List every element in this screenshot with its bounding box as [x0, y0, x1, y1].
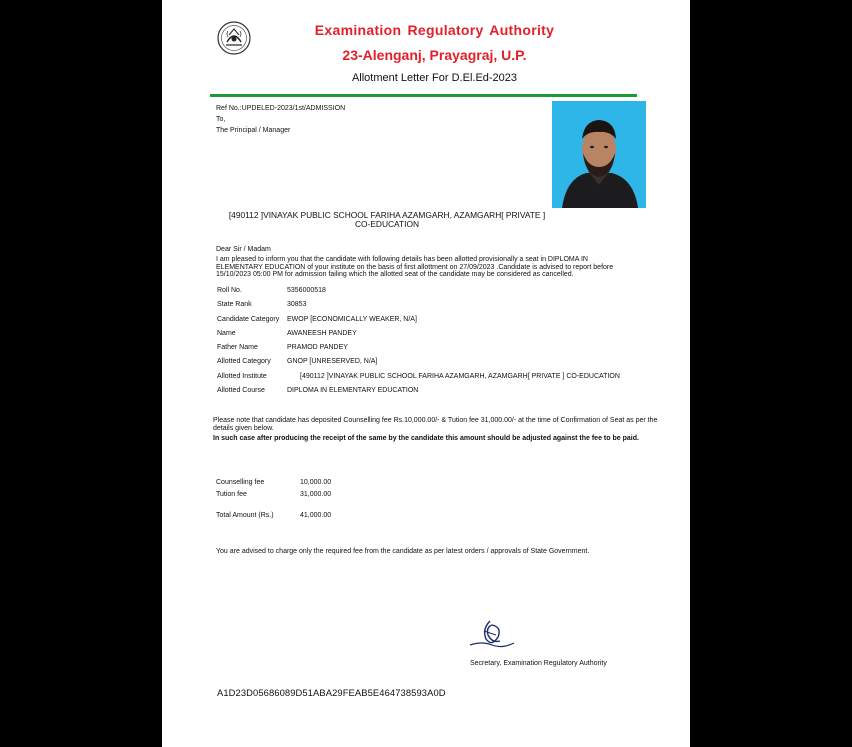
advice-note: You are advised to charge only the required fee from the candidate as per latest orders / approvals of State Government.: [216, 548, 590, 555]
signature-icon: [462, 615, 522, 655]
label-candidate-category: Candidate Category: [217, 316, 280, 323]
label-father-name: Father Name: [217, 344, 258, 351]
verification-code: A1D23D05686089D51ABA29FEAB5E464738593A0D: [217, 687, 446, 698]
label-allotted-category: Allotted Category: [217, 358, 271, 365]
org-name: Examination Regulatory Authority: [314, 22, 555, 38]
label-counselling-fee: Counselling fee: [216, 479, 265, 486]
value-name: AWANEESH PANDEY: [287, 330, 357, 337]
salutation: Dear Sir / Madam: [216, 246, 271, 253]
value-tution-fee: 31,000.00: [300, 491, 332, 498]
label-name: Name: [217, 330, 236, 337]
to-line: To,: [216, 116, 226, 123]
label-state-rank: State Rank: [217, 301, 252, 308]
allotment-letter-page: [162, 0, 690, 747]
header-divider: [210, 94, 637, 97]
value-allotted-course: DIPLOMA IN ELEMENTARY EDUCATION: [287, 387, 419, 394]
value-total-amount: 41,000.00: [300, 512, 332, 519]
value-allotted-institute: [490112 ]VINAYAK PUBLIC SCHOOL FARIHA AZAMGARH, AZAMGARH[ PRIVATE ] CO-EDUCATION: [300, 373, 620, 380]
adjustment-note: In such case after producing the receipt of the same by the candidate this amount should be adjusted against the fee to be paid.: [213, 435, 639, 442]
institute-heading: [490112 ]VINAYAK PUBLIC SCHOOL FARIHA AZAMGARH, AZAMGARH[ PRIVATE ] CO-EDUCATION: [228, 210, 546, 229]
value-candidate-category: EWOP [ECONOMICALLY WEAKER, N/A]: [287, 316, 417, 323]
signatory-title: Secretary, Examination Regulatory Authority: [470, 660, 607, 667]
value-allotted-category: GNOP [UNRESERVED, N/A]: [287, 358, 378, 365]
label-roll-no: Roll No.: [217, 287, 242, 294]
label-total-amount: Total Amount (Rs.): [216, 512, 274, 519]
value-state-rank: 30853: [287, 301, 307, 308]
value-father-name: PRAMOD PANDEY: [287, 344, 348, 351]
value-roll-no: 5356000518: [287, 287, 326, 294]
fee-note: Please note that candidate has deposited Counselling fee Rs.10,000.00/- & Tution fee 31,000.00/- at the time of Confirmation of Seat as per the details given below.: [213, 417, 658, 432]
label-allotted-institute: Allotted Institute: [217, 373, 267, 380]
value-counselling-fee: 10,000.00: [300, 479, 332, 486]
candidate-photo: [552, 101, 646, 208]
org-address: 23-Alenganj, Prayagraj, U.P.: [342, 47, 527, 63]
letter-title: Allotment Letter For D.El.Ed-2023: [351, 72, 518, 84]
recipient: The Principal / Manager: [216, 127, 291, 134]
label-allotted-course: Allotted Course: [217, 387, 265, 394]
ref-no: Ref No.:UPDELED-2023/1st/ADMISSION: [216, 105, 346, 112]
intro-paragraph: I am pleased to inform you that the candidate with following details has been allotted provisionally a seat in DIPLOMA IN ELEMENTARY EDUCATION of your institute on the basis of first allottment on 27/09/2023 .Candidate is advised to report before 15/10/2023 05:00 PM for admission failing which the allotted seat of the candidate may be considered as cancelled.: [216, 256, 614, 278]
label-tution-fee: Tution fee: [216, 491, 247, 498]
